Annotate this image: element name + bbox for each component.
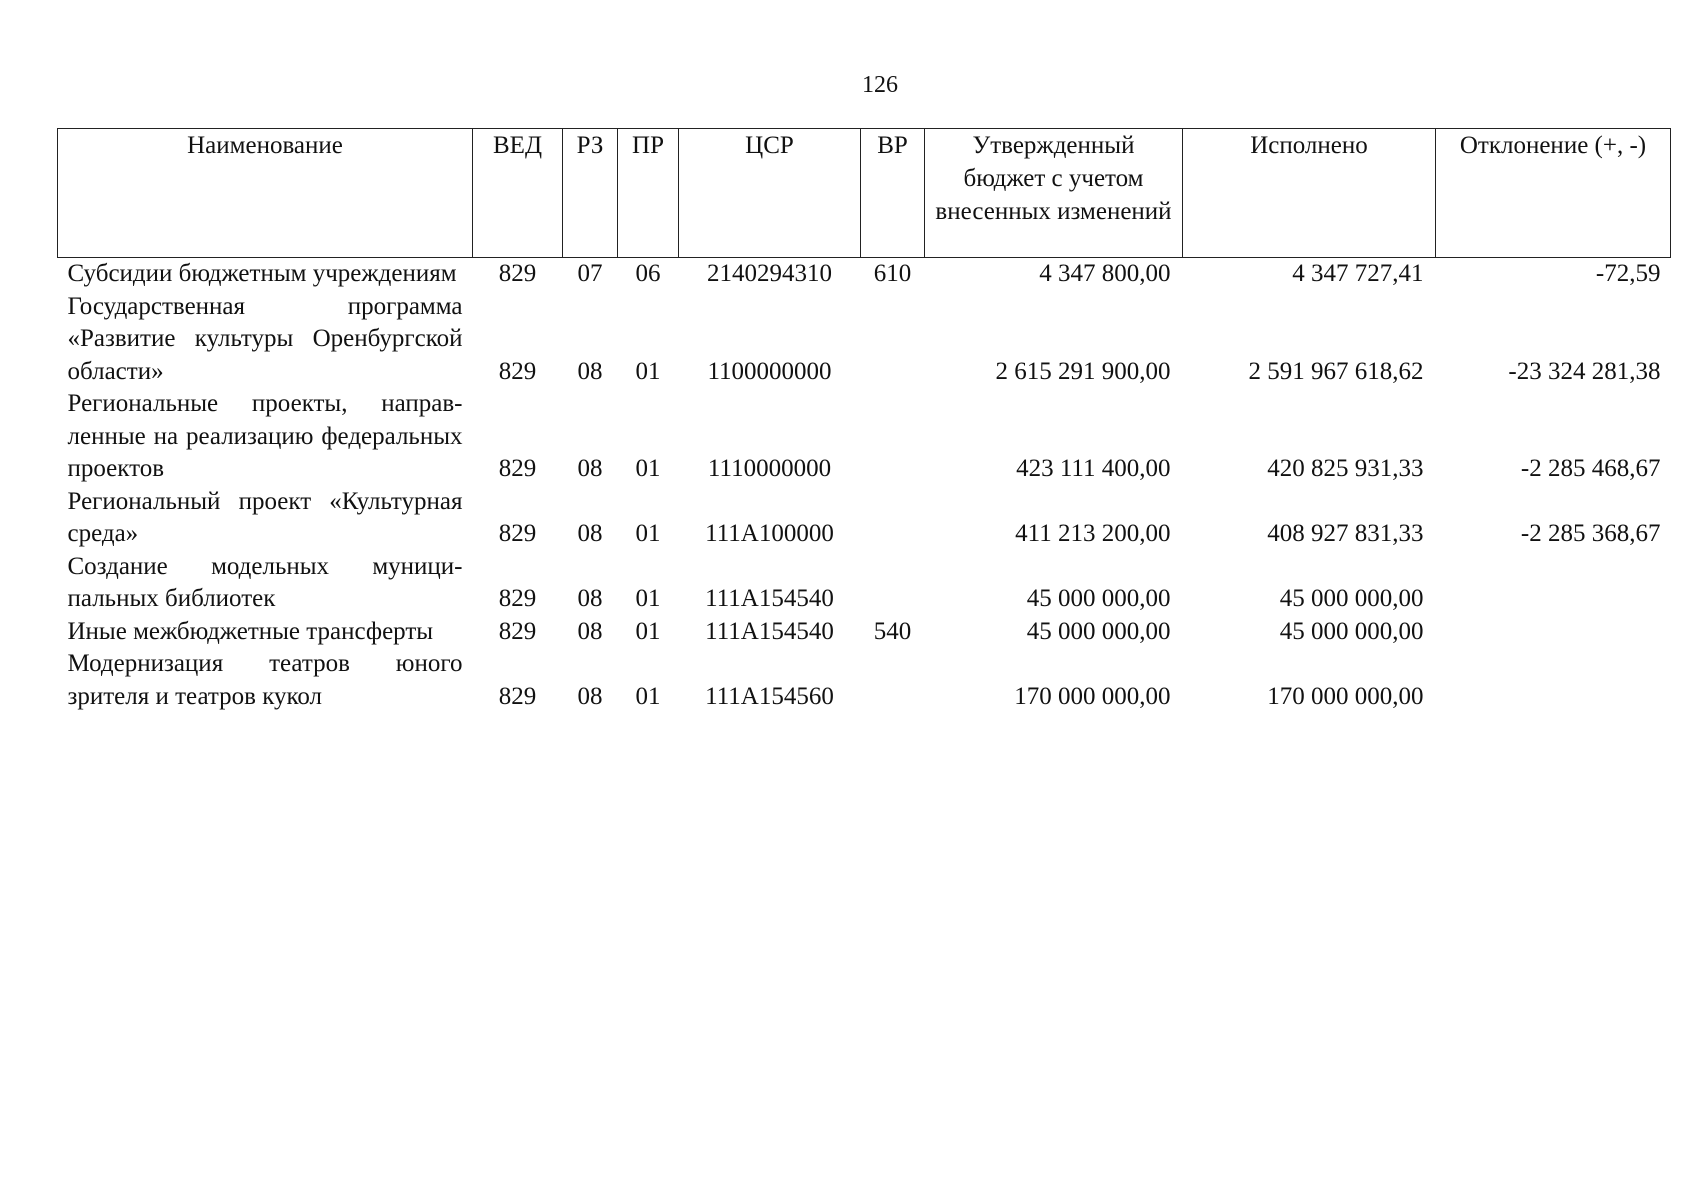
row-deviation (1436, 551, 1671, 616)
row-vr (861, 486, 925, 551)
header-rz: РЗ (563, 129, 618, 258)
row-budget: 170 000 000,00 (1014, 682, 1171, 710)
row-name: Региональный проект «Культурная среда» (67, 487, 463, 547)
header-deviation: Отклонение (+, -) (1436, 129, 1671, 258)
table-row (58, 648, 1671, 713)
row-rz: 08 (577, 455, 603, 482)
row-name: Региональные проекты, направленные на реализацию федеральных проектов (67, 390, 463, 482)
row-name: Государственная программа «Развитие культуры Оренбургской области» (67, 292, 463, 385)
row-ved: 829 (498, 585, 537, 612)
row-vr (861, 291, 925, 389)
row-name: Модернизация театров юного зрителя и театров кукол (67, 650, 463, 710)
row-vr: 540 (873, 617, 912, 645)
row-rz: 08 (577, 585, 603, 612)
row-budget: 45 000 000,00 (1026, 585, 1171, 612)
header-name: Наименование (58, 129, 473, 258)
row-pr: 01 (635, 617, 661, 645)
row-budget: 423 111 400,00 (1016, 455, 1171, 482)
row-budget: 45 000 000,00 (1026, 617, 1171, 645)
row-vr (861, 388, 925, 486)
row-deviation: -2 285 468,67 (1520, 455, 1661, 482)
row-rz: 08 (577, 357, 603, 385)
header-budget: Утвержденный бюджет с учетом внесенных изменений (925, 129, 1183, 258)
row-ved: 829 (498, 617, 537, 645)
row-pr: 01 (635, 682, 661, 710)
row-deviation (1436, 616, 1671, 649)
row-pr: 06 (635, 260, 661, 287)
row-rz: 08 (577, 520, 603, 547)
row-budget: 4 347 800,00 (1039, 260, 1171, 287)
row-pr: 01 (635, 357, 661, 385)
header-pr: ПР (618, 129, 679, 258)
row-deviation: -72,59 (1595, 260, 1661, 287)
row-name: Субсидии бюджетным учреждениям (67, 260, 457, 287)
row-executed: 408 927 831,33 (1267, 520, 1424, 547)
row-rz: 08 (577, 617, 603, 645)
row-executed: 4 347 727,41 (1292, 260, 1424, 287)
row-ved: 829 (498, 520, 537, 547)
header-ved: ВЕД (473, 129, 563, 258)
table-row (58, 551, 1671, 616)
row-name: Создание модельных муниципальных библиотек (67, 552, 463, 612)
row-deviation (1436, 648, 1671, 713)
table-row (58, 291, 1671, 389)
row-ved: 829 (498, 260, 537, 287)
row-deviation: -2 285 368,67 (1520, 520, 1661, 547)
budget-execution-table (57, 128, 1671, 713)
table-header-row (58, 129, 1671, 258)
row-vr (861, 551, 925, 616)
table-row (58, 616, 1671, 649)
header-vr: ВР (861, 129, 925, 258)
row-csr: 1110000000 (707, 455, 832, 482)
row-executed: 170 000 000,00 (1267, 682, 1424, 710)
row-vr (861, 648, 925, 713)
row-rz: 07 (577, 260, 603, 287)
page-number: 126 (862, 72, 898, 98)
row-pr: 01 (635, 520, 661, 547)
row-executed: 420 825 931,33 (1267, 455, 1424, 482)
row-ved: 829 (498, 455, 537, 482)
row-budget: 2 615 291 900,00 (995, 357, 1171, 385)
header-executed: Исполнено (1183, 129, 1436, 258)
table-row (58, 486, 1671, 551)
table-row (58, 258, 1671, 291)
row-csr: 111A154560 (705, 682, 834, 710)
header-csr: ЦСР (679, 129, 861, 258)
row-name: Иные межбюджетные трансферты (67, 617, 434, 645)
row-deviation: -23 324 281,38 (1508, 357, 1661, 385)
row-executed: 45 000 000,00 (1279, 617, 1424, 645)
row-executed: 2 591 967 618,62 (1248, 357, 1424, 385)
row-csr: 111A154540 (705, 585, 834, 612)
row-budget: 411 213 200,00 (1015, 520, 1171, 547)
row-ved: 829 (498, 357, 537, 385)
row-csr: 1100000000 (707, 357, 832, 385)
row-csr: 2140294310 (707, 260, 832, 287)
row-pr: 01 (635, 585, 661, 612)
row-vr: 610 (873, 260, 912, 287)
row-csr: 111A100000 (705, 520, 834, 547)
row-csr: 111A154540 (705, 617, 834, 645)
row-pr: 01 (635, 455, 661, 482)
row-executed: 45 000 000,00 (1279, 585, 1424, 612)
row-rz: 08 (577, 682, 603, 710)
row-ved: 829 (498, 682, 537, 710)
table-row (58, 388, 1671, 486)
